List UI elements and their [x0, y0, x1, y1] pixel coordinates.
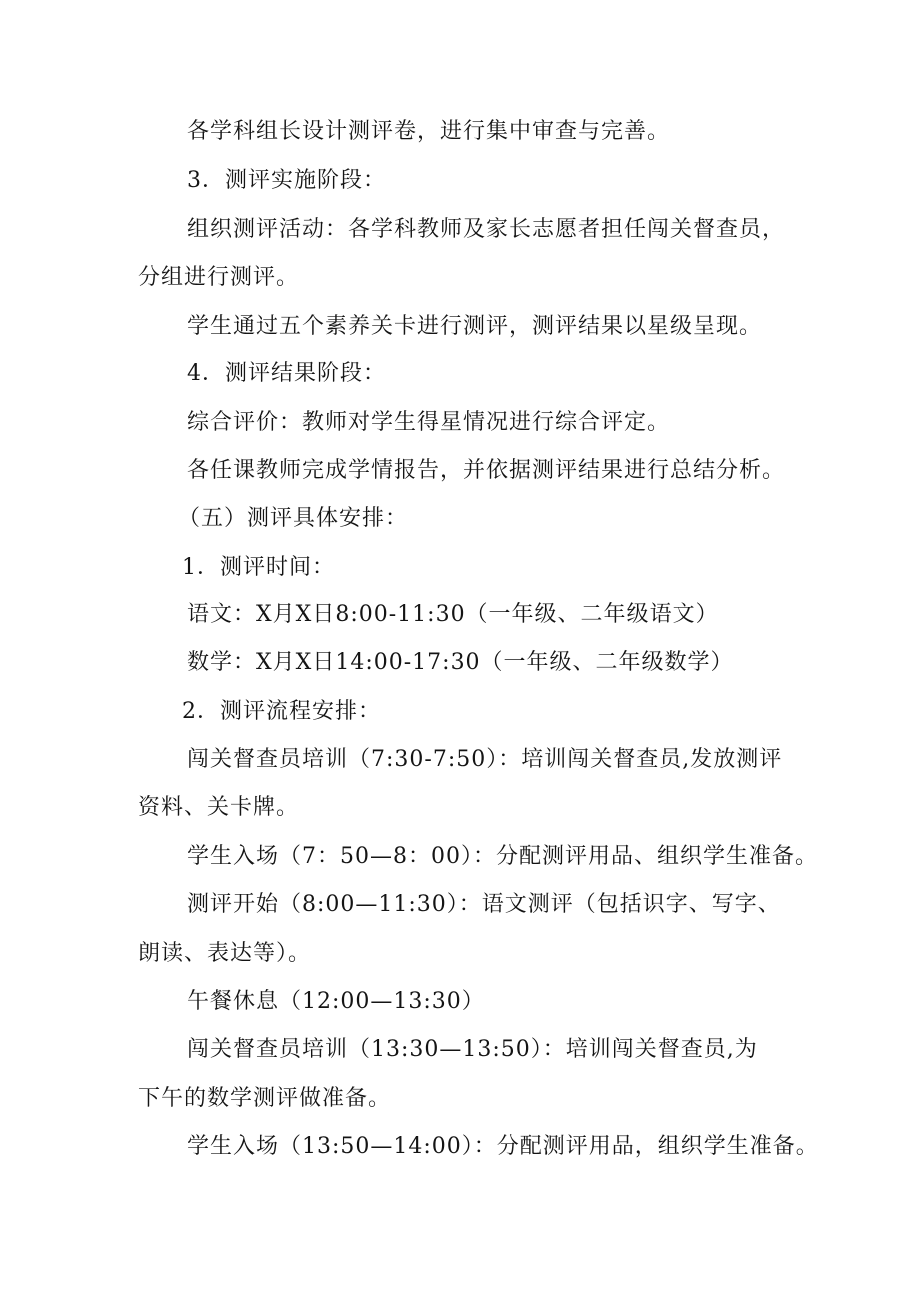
text-line: 数学：X月X日14:00-17:30（一年级、二年级数学） [187, 650, 734, 675]
text-line: 闯关督查员培训（13:30—13:50）：培训闯关督查员,为 [187, 1037, 758, 1062]
text-line: 分组进行测评。 [138, 265, 300, 290]
text-line: 闯关督查员培训（7:30-7:50）：培训闯关督查员,发放测评 [187, 747, 783, 772]
text-line: 资料、关卡牌。 [138, 795, 300, 820]
text-line: 综合评价：教师对学生得星情况进行综合评定。 [187, 410, 671, 435]
section-heading: 2．测评流程安排： [182, 699, 381, 724]
text-line: 学生通过五个素养关卡进行测评，测评结果以星级呈现。 [187, 314, 763, 339]
section-heading: 4．测评结果阶段： [187, 361, 386, 386]
text-line: 测评开始（8:00—11:30）：语文测评（包括识字、写字、 [187, 892, 781, 917]
text-line: 组织测评活动：各学科教师及家长志愿者担任闯关督查员， [187, 217, 786, 242]
section-heading: 1．测评时间： [182, 555, 335, 580]
text-line: 学生入场（13:50—14:00）：分配测评用品，组织学生准备。 [187, 1134, 819, 1159]
text-line: 午餐休息（12:00—13:30） [187, 989, 485, 1014]
text-line: 下午的数学测评做准备。 [138, 1086, 392, 1111]
section-heading: （五）测评具体安排： [178, 506, 409, 531]
section-heading: 3．测评实施阶段： [187, 168, 386, 193]
text-line: 朗读、表达等）。 [138, 941, 312, 966]
text-line: 各学科组长设计测评卷，进行集中审查与完善。 [187, 119, 671, 144]
text-line: 学生入场（7：50—8：00）：分配测评用品、组织学生准备。 [187, 844, 818, 869]
text-line: 语文：X月X日8:00-11:30（一年级、二年级语文） [187, 602, 719, 627]
text-line: 各任课教师完成学情报告，并依据测评结果进行总结分析。 [187, 458, 786, 483]
